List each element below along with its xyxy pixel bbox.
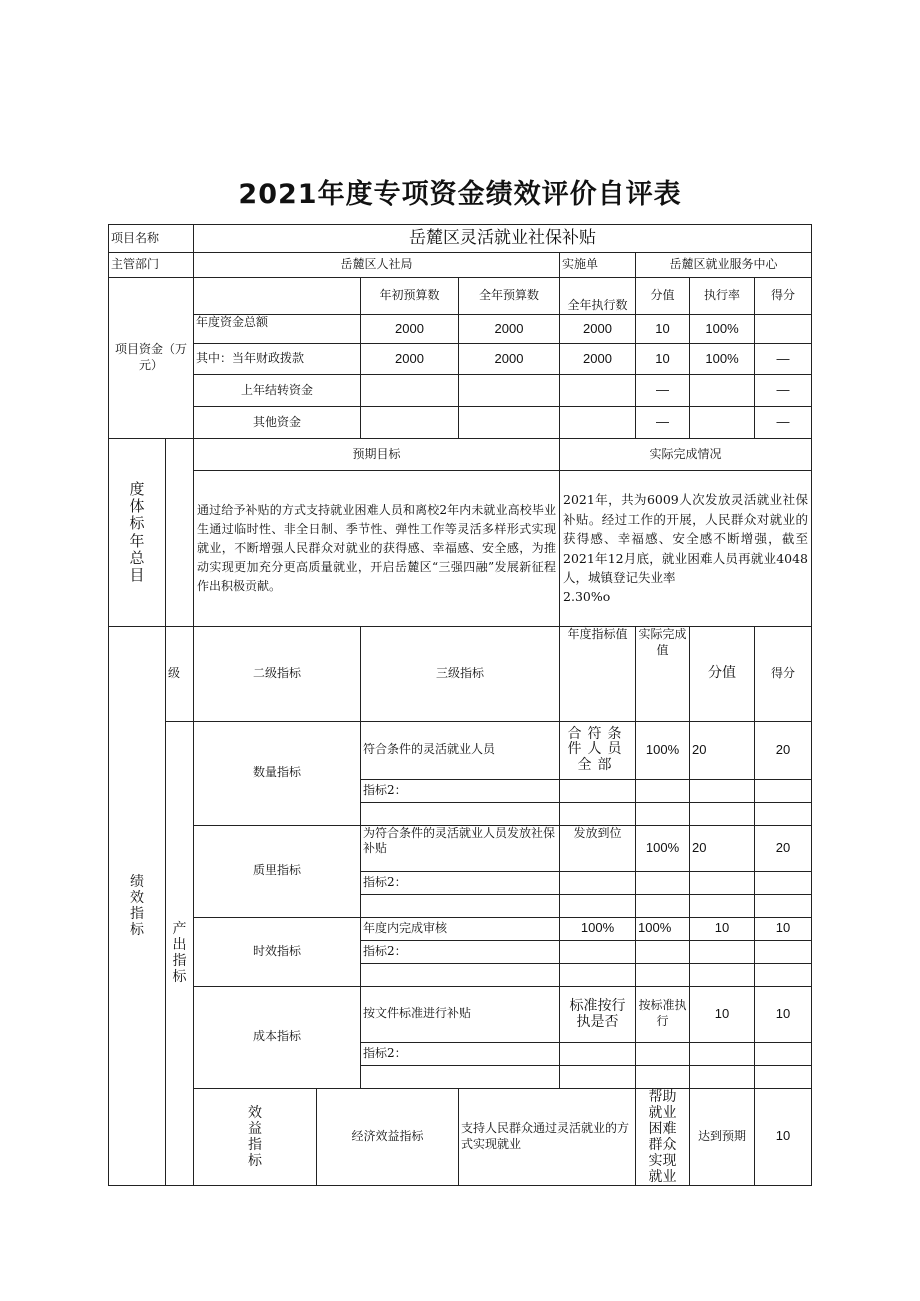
indicator-header-got: 得分 xyxy=(755,627,812,722)
indicator-row xyxy=(109,986,812,1042)
funds-row xyxy=(109,407,812,439)
indicator-row xyxy=(109,917,812,940)
funds-cell xyxy=(459,375,560,407)
funds-cell: 100% xyxy=(690,315,755,344)
indicator-target: 100% xyxy=(560,917,636,940)
output-label: 产 出 指 标 xyxy=(166,721,194,1186)
project-name-label: 项目名称 xyxy=(109,225,194,253)
evaluation-table xyxy=(108,224,812,1186)
impl-label: 实施单 xyxy=(560,253,636,278)
indicator-item: 按文件标准进行补贴 xyxy=(361,986,560,1042)
funds-row xyxy=(109,344,812,375)
funds-cell: — xyxy=(636,407,690,439)
funds-cell: — xyxy=(755,407,812,439)
funds-cell: 2000 xyxy=(361,344,459,375)
indicator-header-row xyxy=(109,627,812,722)
funds-header-1: 年初预算数 xyxy=(361,278,459,315)
indicator-item: 年度内完成审核 xyxy=(361,917,560,940)
funds-cell: — xyxy=(755,344,812,375)
dept-row xyxy=(109,253,812,278)
indicator-got: 20 xyxy=(755,721,812,779)
indicator-header-score: 分值 xyxy=(690,627,755,722)
funds-cell: 10 xyxy=(636,315,690,344)
indicator-target: 帮助就业困难群众实现就业 xyxy=(636,1088,690,1186)
impl-value: 岳麓区就业服务中心 xyxy=(636,253,812,278)
indicator-score: 10 xyxy=(755,1088,812,1186)
project-name-row xyxy=(109,225,812,253)
indicator-actual: 100% xyxy=(636,917,690,940)
indicator-header-target: 年度指标值 xyxy=(560,627,636,722)
actual-goal-rate: 2.30%o xyxy=(563,589,611,605)
indicator-target: 发放到位 xyxy=(560,825,636,871)
funds-header-6: 得分 xyxy=(755,278,812,315)
funds-cell: — xyxy=(636,375,690,407)
indicator-score: 10 xyxy=(690,986,755,1042)
funds-cell xyxy=(361,407,459,439)
indicator-group-name: 数量指标 xyxy=(194,721,361,825)
actual-goal-text: 2021年，共为6009人次发放灵活就业社保补贴。经过工作的开展，人民群众对就业的获得感、幸福感、安全感不断增强，截至2021年12月底，就业困难人员再就业4048人，城镇登记失业率 xyxy=(563,492,809,585)
funds-cell: 2000 xyxy=(361,315,459,344)
indicator-target: 标准按行执是否 xyxy=(560,986,636,1042)
funds-cell xyxy=(560,375,636,407)
indicator-row xyxy=(109,1088,812,1186)
indicator-group-name: 质里指标 xyxy=(194,825,361,917)
indicator-item: 支持人民群众通过灵活就业的方式实现就业 xyxy=(459,1088,636,1186)
funds-row xyxy=(109,315,812,344)
goals-content-row xyxy=(109,471,812,627)
indicator-got: 20 xyxy=(755,825,812,871)
funds-cell: — xyxy=(755,375,812,407)
funds-cell xyxy=(560,407,636,439)
funds-row-label: 年度资金总额 xyxy=(194,315,361,344)
indicator-header-level: 级 xyxy=(166,627,194,722)
funds-row-label: 其中：当年财政拨款 xyxy=(194,344,361,375)
funds-header-4: 分值 xyxy=(636,278,690,315)
funds-cell xyxy=(755,315,812,344)
indicator-extra: 指标2： xyxy=(361,1042,560,1065)
indicator-extra: 指标2： xyxy=(361,871,560,894)
funds-cell: 2000 xyxy=(459,344,560,375)
goals-side-label: 度 体 标 年 总 目 xyxy=(109,439,166,627)
project-name-value: 岳麓区灵活就业社保补贴 xyxy=(194,225,812,253)
goals-header-row xyxy=(109,439,812,471)
funds-cell xyxy=(690,375,755,407)
indicator-group-name: 时效指标 xyxy=(194,917,361,986)
indicator-group-name: 成本指标 xyxy=(194,986,361,1088)
indicator-header-actual: 实际完成值 xyxy=(636,627,690,722)
funds-row-label: 上年结转资金 xyxy=(194,375,361,407)
dept-label: 主管部门 xyxy=(109,253,194,278)
dept-value: 岳麓区人社局 xyxy=(194,253,560,278)
indicator-score: 10 xyxy=(690,917,755,940)
funds-header-row xyxy=(109,278,812,315)
funds-header-5: 执行率 xyxy=(690,278,755,315)
page-title: 2021年度专项资金绩效评价自评表 xyxy=(238,179,682,210)
funds-cell: 10 xyxy=(636,344,690,375)
indicator-extra: 指标2： xyxy=(361,779,560,802)
funds-cell: 2000 xyxy=(560,344,636,375)
funds-cell xyxy=(361,375,459,407)
indicator-score: 20 xyxy=(690,825,755,871)
indicator-header-3: 三级指标 xyxy=(361,627,560,722)
indicator-score: 20 xyxy=(690,721,755,779)
indicator-got: 10 xyxy=(755,986,812,1042)
funds-cell xyxy=(459,407,560,439)
indicators-side-label: 绩 效 指 标 xyxy=(109,627,166,1186)
indicator-header-2: 二级指标 xyxy=(194,627,361,722)
indicator-actual: 100% xyxy=(636,721,690,779)
indicator-actual: 100% xyxy=(636,825,690,871)
funds-cell: 100% xyxy=(690,344,755,375)
indicator-row xyxy=(109,721,812,779)
funds-header-2: 全年预算数 xyxy=(459,278,560,315)
indicator-target: 合符条件人员全部 xyxy=(560,721,636,779)
benefit-label: 效 益 指 标 xyxy=(194,1088,317,1186)
funds-header-3: 全年执行数 xyxy=(560,278,636,315)
indicator-row xyxy=(109,825,812,871)
funds-cell xyxy=(690,407,755,439)
actual-goal-header: 实际完成情况 xyxy=(560,439,812,471)
indicator-actual: 达到预期 xyxy=(690,1088,755,1186)
indicator-extra: 指标2： xyxy=(361,940,560,963)
funds-cell: 2000 xyxy=(459,315,560,344)
indicator-item: 符合条件的灵活就业人员 xyxy=(361,721,560,779)
indicator-actual: 按标准执行 xyxy=(636,986,690,1042)
funds-row-label: 其他资金 xyxy=(194,407,361,439)
indicator-item: 为符合条件的灵活就业人员发放社保补贴 xyxy=(361,825,560,871)
indicator-group-name: 经济效益指标 xyxy=(317,1088,459,1186)
expected-goal-header: 预期目标 xyxy=(194,439,560,471)
indicator-got: 10 xyxy=(755,917,812,940)
funds-label: 项目资金（万元） xyxy=(109,278,194,439)
funds-row xyxy=(109,375,812,407)
expected-goal-text: 通过给予补贴的方式支持就业困难人员和离校2年内未就业高校毕业生通过临时性、非全日制、季节性、弹性工作等灵活多样形式实现就业，不断增强人民群众对就业的获得感、幸福感、安全感，为推动实现更加充分更高质量就业，开启岳麓区“三强四融”发展新征程作出积极贡献。 xyxy=(194,471,560,627)
funds-cell: 2000 xyxy=(560,315,636,344)
